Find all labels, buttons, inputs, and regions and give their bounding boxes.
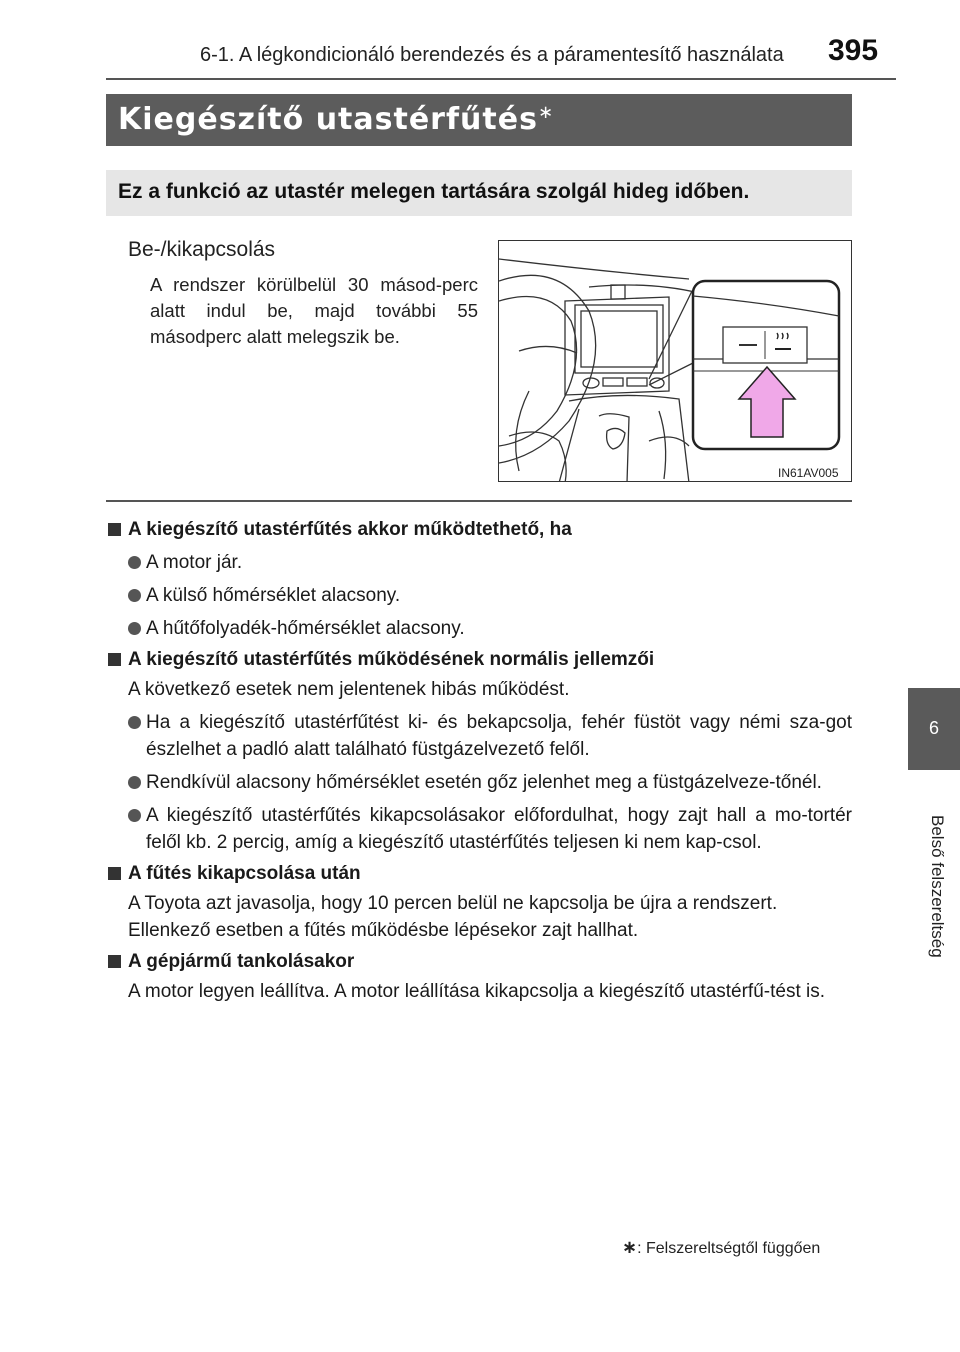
section-title-bar [106, 94, 852, 146]
list-item [106, 549, 852, 576]
square-bullet-icon [108, 867, 121, 880]
illustration-code: IN61AV005 [778, 466, 839, 480]
note-heading-text: A kiegészítő utastérfűtés akkor működtethető, ha [128, 519, 572, 540]
list-item [106, 615, 852, 642]
footnote-text: : Felszereltségtől függően [637, 1240, 821, 1257]
running-header: 6-1. A légkondicionáló berendezés és a páramentesítő használata [200, 44, 784, 66]
intro-box [106, 170, 852, 216]
chapter-number: 6 [928, 718, 939, 738]
note-heading [106, 516, 852, 543]
chapter-tab [908, 688, 960, 770]
note-heading-text: A gépjármű tankolásakor [128, 951, 355, 972]
circle-bullet-icon [128, 809, 141, 822]
square-bullet-icon [108, 523, 121, 536]
square-bullet-icon [108, 653, 121, 666]
chapter-label: Belső felszereltség [928, 815, 947, 958]
circle-bullet-icon [128, 556, 141, 569]
list-item-text: A motor jár. [146, 552, 243, 573]
note-heading-text: A fűtés kikapcsolása után [128, 863, 361, 884]
list-item-text: A külső hőmérséklet alacsony. [146, 585, 401, 606]
note-heading [106, 948, 852, 975]
circle-bullet-icon [128, 622, 141, 635]
note-paragraph: A motor legyen leállítva. A motor leállítása kikapcsolja a kiegészítő utastérfű-tést is. [128, 981, 826, 1002]
note-heading [106, 860, 852, 887]
onoff-heading: Be-/kikapcsolás [128, 238, 276, 261]
intro-text: Ez a funkció az utastér melegen tartására szolgál hideg időben. [118, 180, 750, 203]
list-item-text: A kiegészítő utastérfűtés kikapcsolásakor előfordulhat, hogy zajt hall a mo-tortér felől kb. 2 percig, amíg a kiegészítő utastérfűtés teljesen ki nem kap-csol. [146, 805, 852, 853]
square-bullet-icon [108, 955, 121, 968]
note-heading [106, 646, 852, 673]
dashboard-illustration [498, 240, 852, 482]
footnote [622, 1237, 820, 1258]
note-paragraph: A következő esetek nem jelentenek hibás működést. [128, 679, 570, 700]
section-title-text: Kiegészítő utastérfűtés [118, 102, 538, 137]
note-heading-text: A kiegészítő utastérfűtés működésének normális jellemzői [128, 649, 655, 670]
section-title [118, 102, 554, 137]
list-item-text: A hűtőfolyadék-hőmérséklet alacsony. [146, 618, 465, 639]
list-item-text: Rendkívül alacsony hőmérséklet esetén gőz jelenhet meg a füstgázelveze-tőnél. [146, 772, 822, 793]
circle-bullet-icon [128, 716, 141, 729]
asterisk-icon: ∗ [537, 102, 555, 123]
list-item [106, 802, 852, 856]
header-divider [106, 78, 896, 80]
circle-bullet-icon [128, 776, 141, 789]
list-item [106, 582, 852, 609]
notes-section [106, 512, 852, 1005]
list-item-text: Ha a kiegészítő utastérfűtést ki- és bekapcsolja, fehér füstöt vagy némi sza-got észlelhet a padló alatt található füstgázelvezető felől. [146, 712, 852, 760]
content-divider [106, 500, 852, 502]
list-item [106, 769, 852, 796]
list-item [106, 709, 852, 763]
note-paragraph: A Toyota azt javasolja, hogy 10 percen belül ne kapcsolja be újra a rendszert. Ellenkező esetben a fűtés működésbe lépésekor zajt hallhat. [128, 893, 778, 941]
onoff-text: A rendszer körülbelül 30 másod-perc alatt indul be, majd további 55 másodperc alatt melegszik be. [150, 274, 478, 347]
dashboard-drawing [499, 241, 852, 482]
page-number: 395 [828, 34, 879, 67]
circle-bullet-icon [128, 589, 141, 602]
asterisk-icon: ∗ [622, 1237, 638, 1257]
